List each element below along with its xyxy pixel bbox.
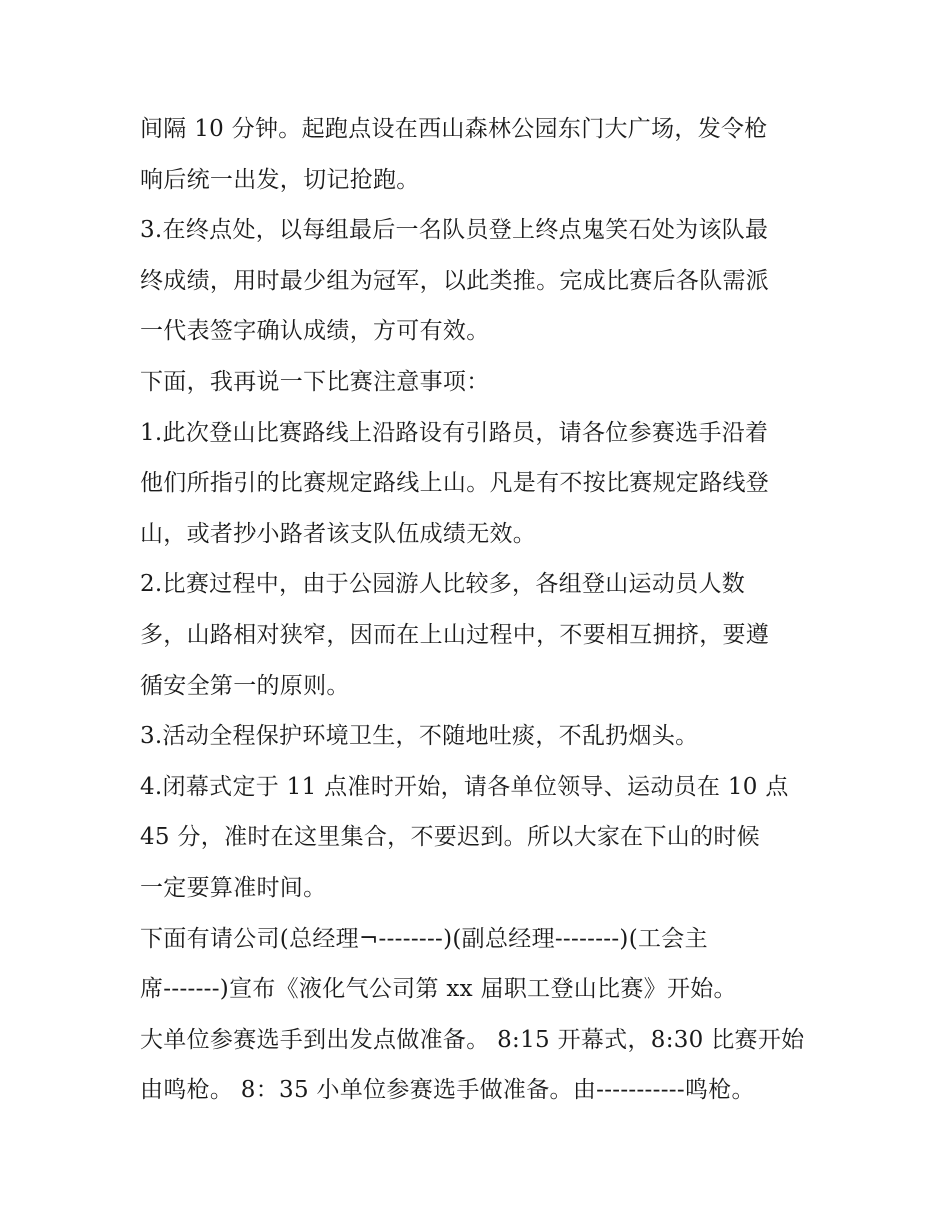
text-line: 由鸣枪。 8：35 小单位参赛选手做准备。由-----------鸣枪。 <box>140 1077 755 1104</box>
text-line: 多，山路相对狭窄，因而在上山过程中，不要相互拥挤，要遵 <box>140 621 770 648</box>
text-line: 4.闭幕式定于 11 点准时开始，请各单位领导、运动员在 10 点 <box>140 773 789 800</box>
text-line: 终成绩，用时最少组为冠军，以此类推。完成比赛后各队需派 <box>140 267 770 294</box>
text-line: 3.在终点处，以每组最后一名队员登上终点鬼笑石处为该队最 <box>140 217 769 244</box>
document-body <box>140 104 830 1116</box>
text-line: 他们所指引的比赛规定路线上山。凡是有不按比赛规定路线登 <box>140 470 770 497</box>
text-line: 大单位参赛选手到出发点做准备。 8:15 开幕式，8:30 比赛开始 <box>140 1026 805 1053</box>
text-line: 1.此次登山比赛路线上沿路设有引路员，请各位参赛选手沿着 <box>140 419 769 446</box>
text-line: 一定要算准时间。 <box>140 874 327 901</box>
text-line: 响后统一出发，切记抢跑。 <box>140 166 420 193</box>
text-line: 45 分，准时在这里集合，不要迟到。所以大家在下山的时候 <box>140 824 760 851</box>
text-line: 山，或者抄小路者该支队伍成绩无效。 <box>140 520 537 547</box>
text-line: 下面，我再说一下比赛注意事项： <box>140 368 490 395</box>
text-line: 席-------)宣布《液化气公司第 xx 届职工登山比赛》开始。 <box>140 976 737 1003</box>
text-line: 2.比赛过程中，由于公园游人比较多，各组登山运动员人数 <box>140 571 746 598</box>
text-line: 一代表签字确认成绩，方可有效。 <box>140 318 490 345</box>
text-line: 循安全第一的原则。 <box>140 672 350 699</box>
text-line: 3.活动全程保护环境卫生，不随地吐痰，不乱扔烟头。 <box>140 723 699 750</box>
text-line: 间隔 10 分钟。起跑点设在西山森林公园东门大广场，发令枪 <box>140 116 768 142</box>
text-line: 下面有请公司(总经理¬--------)(副总经理--------)(工会主 <box>140 925 708 952</box>
